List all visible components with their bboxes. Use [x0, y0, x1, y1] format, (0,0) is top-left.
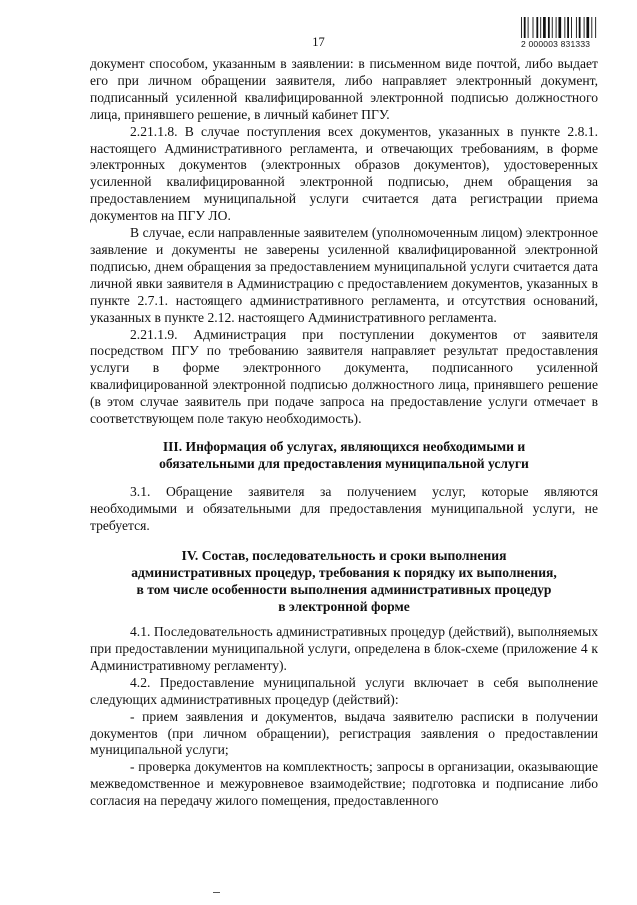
heading-line: административных процедур, требования к порядку их выполнения,	[131, 565, 557, 581]
heading-line: III. Информация об услугах, являющихся необходимыми и	[162, 438, 526, 454]
paragraph: документ способом, указанным в заявлении: в письменном виде почтой, либо выдает его при личном обращении заявителя, либо направляет электронный документ, подписанный усиленной квалифицированной электронной подписью должностного лица, принявшего решение, в личный кабинет ПГУ.	[90, 56, 598, 122]
barcode	[521, 17, 605, 49]
barcode-digits: 2 000003 831333	[521, 39, 591, 49]
heading-line: IV. Состав, последовательность и сроки выполнения	[181, 548, 507, 564]
section-heading-4	[90, 548, 598, 616]
scan-mark	[213, 892, 220, 893]
list-item: - проверка документов на комплектность; запросы в организации, оказывающие межведомственное и межуровневое взаимодействие; подготовка и подписание либо согласия на передачу жилого помещения, предоставленного	[90, 759, 598, 809]
heading-line: обязательными для предоставления муниципальной услуги	[159, 455, 529, 471]
paragraph: 4.2. Предоставление муниципальной услуги включает в себя выполнение следующих административных процедур (действий):	[90, 674, 598, 707]
paragraph: 2.21.1.8. В случае поступления всех документов, указанных в пункте 2.8.1. настоящего Административного регламента, и отвечающих требованиям, в форме электронных документов (электронных образов документов), удостоверенных усиленной квалифицированной электронной подписью, днем обращения за предоставлением муниципальной услуги считается дата регистрации приема документов на ПГУ ЛО.	[90, 123, 598, 224]
paragraph: 4.1. Последовательность административных процедур (действий), выполняемых при предоставлении муниципальной услуги, определена в блок-схеме (приложение 4 к Административному регламенту).	[90, 624, 598, 673]
heading-line: в электронной форме	[278, 599, 410, 615]
list-item: - прием заявления и документов, выдача заявителю расписки в получении документов (при личном обращении), регистрация заявления о предоставлении муниципальной услуги;	[90, 708, 598, 758]
document-body	[90, 56, 598, 810]
page-number: 17	[312, 35, 325, 49]
paragraph: 2.21.1.9. Администрация при поступлении документов от заявителя посредством ПГУ по требованию заявителя направляет результат предоставления услуги в форме электронного документа, подписанного усиленной квалифицированной электронной подписью должностного лица, принявшего решение (в этом случае заявитель при подаче запроса на предоставление услуги отмечает в соответствующем поле такую необходимость).	[90, 326, 598, 427]
paragraph: В случае, если направленные заявителем (уполномоченным лицом) электронное заявление и документы не заверены усиленной квалифицированной электронной подписью, днем обращения за предоставлением муниципальной услуги считается дата личной явки заявителя в Администрацию с предоставлением документов, указанных в пункте 2.7.1. настоящего административного регламента, и отсутствия оснований, указанных в пункте 2.12. настоящего Административного регламента.	[90, 225, 598, 325]
barcode-bars	[521, 17, 605, 38]
section-heading-3	[90, 439, 598, 473]
heading-line: в том числе особенности выполнения административных процедур	[136, 582, 552, 598]
paragraph: 3.1. Обращение заявителя за получением услуг, которые являются необходимыми и обязательными для предоставления муниципальной услуги, не требуется.	[90, 483, 598, 533]
